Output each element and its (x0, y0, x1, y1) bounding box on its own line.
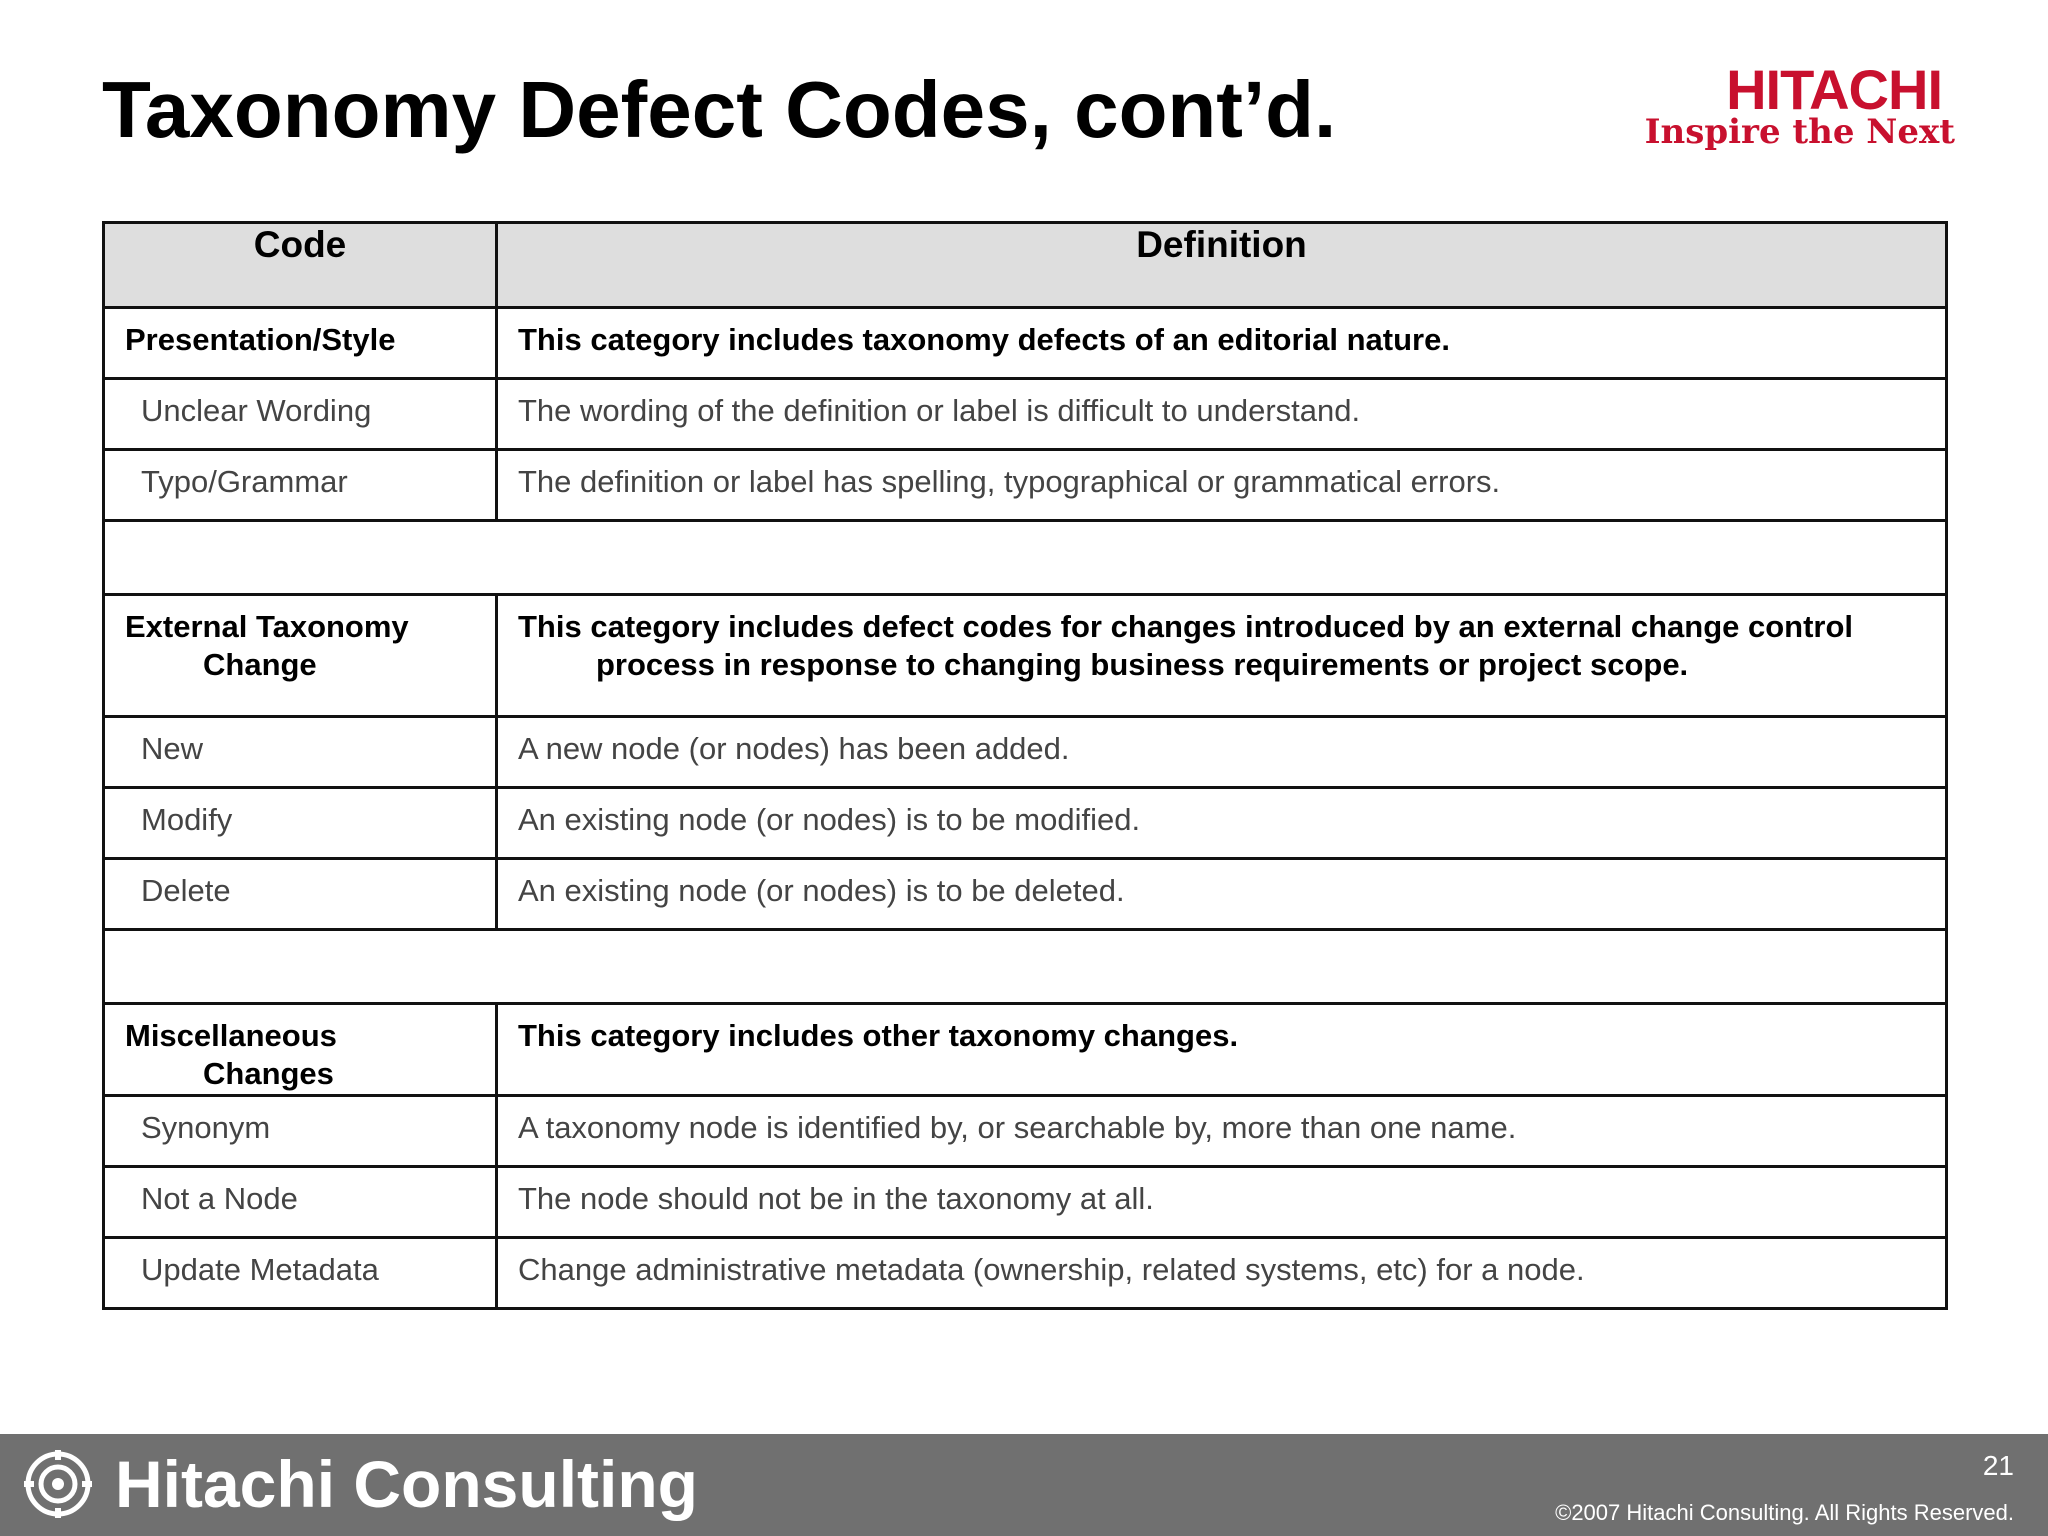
item-definition: An existing node (or nodes) is to be deleted. (518, 873, 1125, 908)
table-row (104, 379, 1947, 450)
item-definition: The definition or label has spelling, typographical or grammatical errors. (518, 464, 1501, 499)
item-definition: Change administrative metadata (ownership, related systems, etc) for a node. (518, 1252, 1585, 1287)
category-definition: This category includes other taxonomy changes. (518, 1018, 1239, 1053)
table-row (104, 450, 1947, 521)
category-code: External Taxonomy (125, 609, 409, 644)
item-code: New (141, 731, 204, 766)
item-code: Synonym (141, 1110, 271, 1145)
logo-wordmark: HITACHI (1726, 58, 1942, 121)
category-definition: This category includes taxonomy defects of an editorial nature. (518, 322, 1450, 357)
hitachi-consulting-emblem-icon (24, 1450, 92, 1518)
table-row (104, 1096, 1947, 1167)
table-row (104, 1167, 1947, 1238)
spacer-row (104, 521, 1947, 595)
table-row (104, 1238, 1947, 1309)
category-row (104, 308, 1947, 379)
spacer-row (104, 930, 1947, 1004)
hitachi-logo (1630, 60, 1960, 160)
item-definition: A taxonomy node is identified by, or searchable by, more than one name. (518, 1110, 1517, 1145)
defect-codes-table (102, 221, 1948, 1310)
table-row (104, 717, 1947, 788)
item-code: Typo/Grammar (141, 464, 348, 499)
category-row (104, 1004, 1947, 1096)
category-definition-cont: process in response to changing business requirements or project scope. (596, 647, 1689, 682)
logo-tagline: Inspire the Next (1644, 112, 1955, 152)
item-code: Update Metadata (141, 1252, 379, 1287)
header-definition: Definition (497, 223, 1947, 308)
item-code: Not a Node (141, 1181, 298, 1216)
table-header-row (104, 223, 1947, 308)
table-row (104, 788, 1947, 859)
footer-brand: Hitachi Consulting (115, 1447, 698, 1521)
category-code: Miscellaneous (125, 1018, 337, 1053)
item-code: Unclear Wording (141, 393, 372, 428)
category-row (104, 595, 1947, 717)
footer-bar (0, 1434, 2048, 1536)
item-definition: The wording of the definition or label is difficult to understand. (518, 393, 1361, 428)
page-number: 21 (1982, 1450, 2014, 1481)
table-row (104, 859, 1947, 930)
item-definition: An existing node (or nodes) is to be modified. (518, 802, 1141, 837)
category-code-cont: Changes (203, 1056, 334, 1091)
item-code: Modify (141, 802, 233, 837)
category-code: Presentation/Style (125, 322, 396, 357)
category-code-cont: Change (203, 647, 317, 682)
slide-title: Taxonomy Defect Codes, cont’d. (102, 65, 1337, 154)
header-code: Code (104, 223, 497, 308)
item-code: Delete (141, 873, 231, 908)
item-definition: The node should not be in the taxonomy at all. (518, 1181, 1154, 1216)
copyright: ©2007 Hitachi Consulting. All Rights Reserved. (1555, 1500, 2014, 1525)
item-definition: A new node (or nodes) has been added. (518, 731, 1070, 766)
category-definition: This category includes defect codes for changes introduced by an external change control (518, 609, 1854, 644)
